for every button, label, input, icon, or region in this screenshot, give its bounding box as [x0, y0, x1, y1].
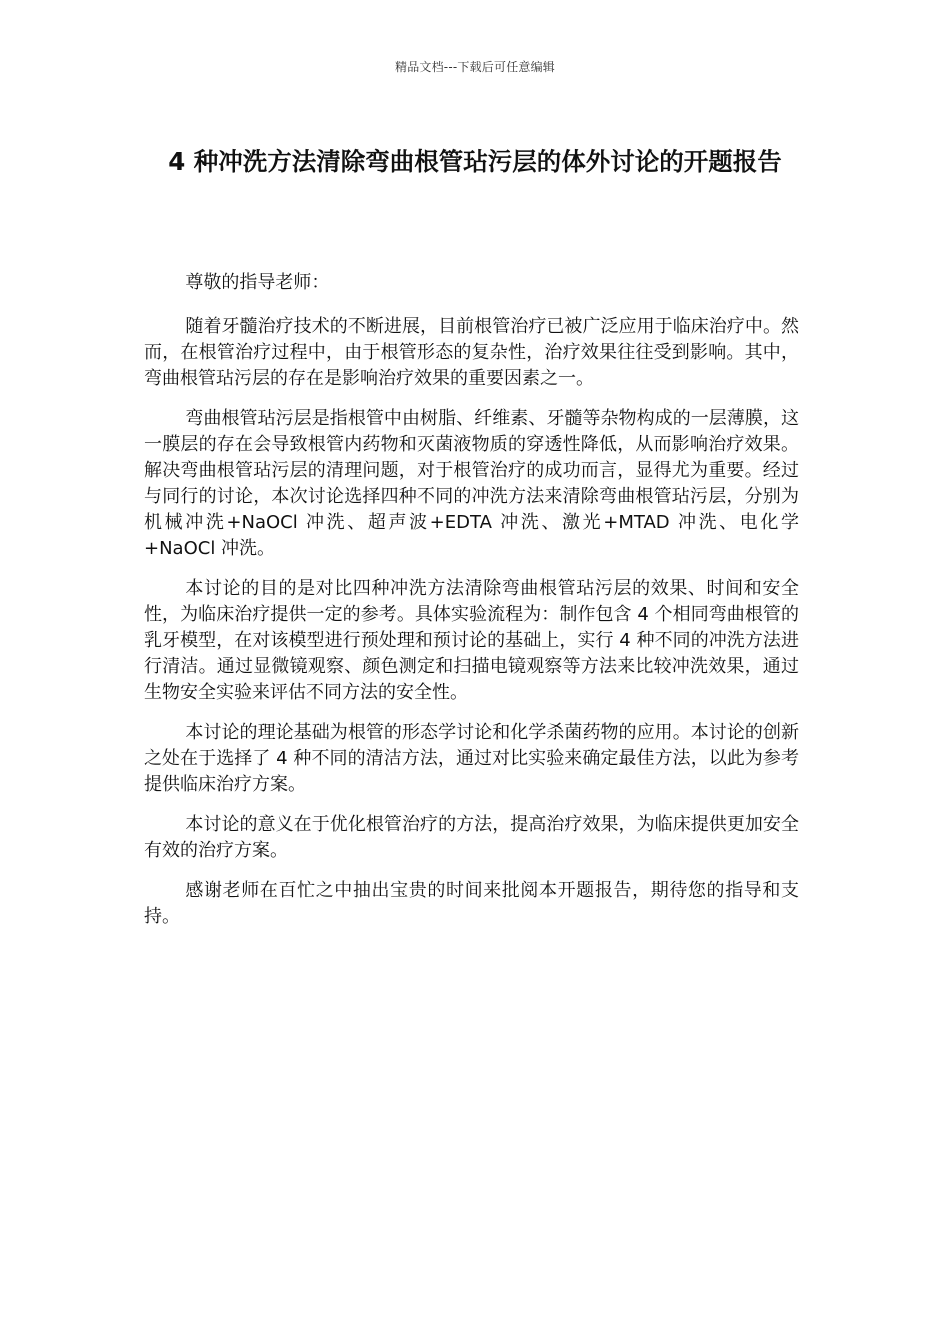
body-paragraph: 本讨论的理论基础为根管的形态学讨论和化学杀菌药物的应用。本讨论的创新之处在于选择了 4 种不同的清洁方法，通过对比实验来确定最佳方法，以此为参考提供临床治疗方案。: [144, 722, 799, 795]
body-paragraph: 弯曲根管玷污层是指根管中由树脂、纤维素、牙髓等杂物构成的一层薄膜，这一膜层的存在会导致根管内药物和灭菌液物质的穿透性降低，从而影响治疗效果。解决弯曲根管玷污层的清理问题，对于根管治疗的成功而言，显得尤为重要。经过与同行的讨论，本次讨论选择四种不同的冲洗方法来清除弯曲根管玷污层，分别为机械冲洗+NaOCl 冲洗、超声波+EDTA 冲洗、激光+MTAD 冲洗、电化学+NaOCl 冲洗。: [144, 408, 799, 559]
body-paragraph: 本讨论的意义在于优化根管治疗的方法，提高治疗效果，为临床提供更加安全有效的治疗方案。: [144, 814, 799, 861]
body-paragraph: 随着牙髓治疗技术的不断进展，目前根管治疗已被广泛应用于临床治疗中。然而，在根管治疗过程中，由于根管形态的复杂性，治疗效果往往受到影响。其中，弯曲根管玷污层的存在是影响治疗效果的重要因素之一。: [144, 316, 799, 389]
body-paragraph: 感谢老师在百忙之中抽出宝贵的时间来批阅本开题报告，期待您的指导和支持。: [144, 880, 799, 927]
body-paragraph: 本讨论的目的是对比四种冲洗方法清除弯曲根管玷污层的效果、时间和安全性，为临床治疗提供一定的参考。具体实验流程为：制作包含 4 个相同弯曲根管的乳牙模型，在对该模型进行预处理和预讨论的基础上，实行 4 种不同的冲洗方法进行清洁。通过显微镜观察、颜色测定和扫描电镜观察等方法来比较冲洗效果，通过生物安全实验来评估不同方法的安全性。: [144, 578, 799, 703]
salutation: 尊敬的指导老师：: [185, 272, 330, 293]
document-title: 4 种冲洗方法清除弯曲根管玷污层的体外讨论的开题报告: [168, 147, 782, 176]
header-note: 精品文档---下载后可任意编辑: [395, 60, 555, 74]
document-body: [144, 270, 799, 944]
